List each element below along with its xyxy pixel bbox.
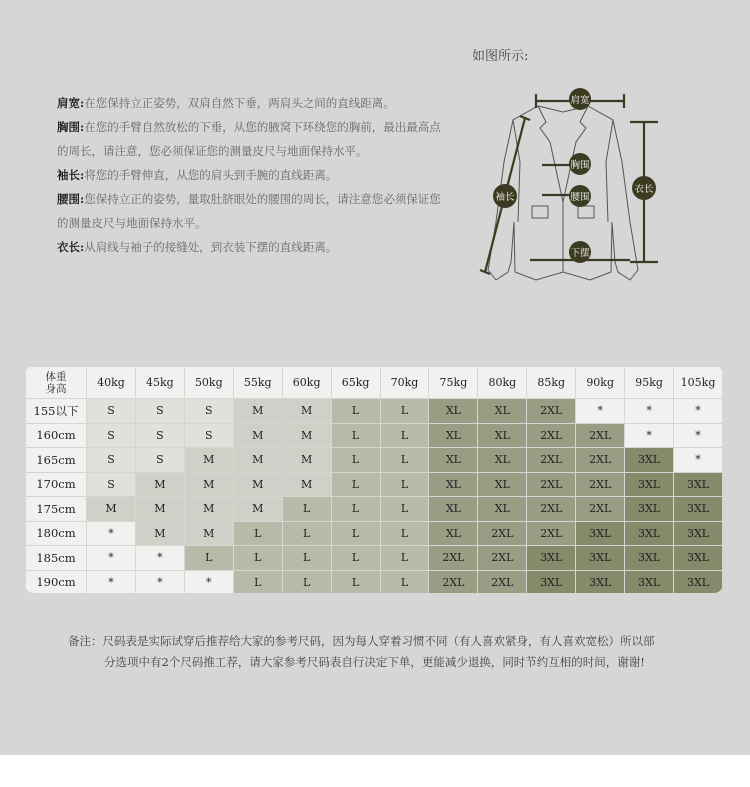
size-cell: L xyxy=(331,472,380,497)
size-cell: XL xyxy=(429,399,478,424)
size-cell: L xyxy=(380,472,429,497)
size-note xyxy=(68,631,698,673)
size-cell: M xyxy=(135,521,184,546)
size-cell: L xyxy=(233,521,282,546)
size-cell: XL xyxy=(478,472,527,497)
size-cell: M xyxy=(135,472,184,497)
size-cell: 2XL xyxy=(527,423,576,448)
size-cell: 2XL xyxy=(478,570,527,593)
size-cell: 3XL xyxy=(527,546,576,571)
size-cell: M xyxy=(233,399,282,424)
size-cell: M xyxy=(282,448,331,473)
size-cell: M xyxy=(87,497,136,522)
table-row xyxy=(26,423,723,448)
hem-label: 下摆 xyxy=(570,248,590,259)
size-cell: L xyxy=(233,546,282,571)
size-note-line-1: 备注：尺码表是实际试穿后推荐给大家的参考尺码，因为每人穿着习惯不同（有人喜欢紧身，有人喜欢宽松）所以部 xyxy=(68,634,655,648)
height-label: 170cm xyxy=(26,472,87,497)
size-cell: L xyxy=(331,448,380,473)
size-cell: S xyxy=(87,448,136,473)
size-cell: 3XL xyxy=(625,546,674,571)
size-cell: L xyxy=(331,423,380,448)
table-row xyxy=(26,472,723,497)
size-cell: L xyxy=(331,546,380,571)
sleeve-label: 袖长 xyxy=(495,192,515,203)
table-row xyxy=(26,570,723,593)
height-label: 180cm xyxy=(26,521,87,546)
size-cell: XL xyxy=(429,472,478,497)
table-row xyxy=(26,399,723,424)
jacket-sleeve-right xyxy=(606,120,613,222)
chest-label: 胸围 xyxy=(570,160,590,171)
size-cell: 3XL xyxy=(625,521,674,546)
jacket-measurement-diagram xyxy=(470,82,670,292)
size-cell: L xyxy=(282,497,331,522)
size-cell: L xyxy=(380,448,429,473)
size-cell: 2XL xyxy=(576,472,625,497)
table-row xyxy=(26,546,723,571)
size-cell: L xyxy=(233,570,282,593)
height-label: 190cm xyxy=(26,570,87,593)
size-cell: * xyxy=(87,546,136,571)
size-cell: * xyxy=(625,399,674,424)
size-cell: 3XL xyxy=(674,570,723,593)
size-cell: M xyxy=(184,497,233,522)
size-cell: M xyxy=(233,448,282,473)
size-cell: S xyxy=(135,423,184,448)
size-cell: L xyxy=(331,497,380,522)
size-cell: S xyxy=(135,448,184,473)
size-cell: S xyxy=(87,399,136,424)
size-table-body xyxy=(26,399,723,594)
size-cell: L xyxy=(282,521,331,546)
size-cell: XL xyxy=(478,448,527,473)
weight-header: 95kg xyxy=(625,367,674,399)
size-cell: S xyxy=(184,399,233,424)
size-cell: L xyxy=(380,497,429,522)
corner-header: 体重 身高 xyxy=(26,367,87,399)
size-cell: XL xyxy=(478,497,527,522)
jacket-sleeve-left xyxy=(513,120,520,222)
size-cell: XL xyxy=(429,423,478,448)
size-cell: M xyxy=(184,521,233,546)
size-cell: S xyxy=(135,399,184,424)
size-cell: L xyxy=(380,423,429,448)
weight-header: 85kg xyxy=(527,367,576,399)
size-cell: L xyxy=(282,570,331,593)
size-cell: * xyxy=(576,399,625,424)
size-cell: 3XL xyxy=(625,497,674,522)
weight-header-row xyxy=(26,367,723,399)
weight-header: 45kg xyxy=(135,367,184,399)
size-cell: L xyxy=(331,521,380,546)
size-cell: * xyxy=(674,423,723,448)
height-label: 160cm xyxy=(26,423,87,448)
size-cell: 3XL xyxy=(576,570,625,593)
waist-label: 腰围 xyxy=(570,192,590,203)
size-cell: 2XL xyxy=(527,472,576,497)
measurement-definitions xyxy=(57,91,447,259)
size-cell: * xyxy=(87,570,136,593)
size-cell: 3XL xyxy=(527,570,576,593)
size-cell: 2XL xyxy=(429,546,478,571)
size-cell: 3XL xyxy=(576,546,625,571)
size-cell: XL xyxy=(429,497,478,522)
size-cell: 3XL xyxy=(625,472,674,497)
shoulder-label: 肩宽 xyxy=(570,95,590,106)
size-cell: M xyxy=(184,472,233,497)
size-cell: 2XL xyxy=(576,448,625,473)
size-cell: 3XL xyxy=(576,521,625,546)
jacket-lapel-left xyxy=(538,106,563,202)
size-cell: M xyxy=(233,472,282,497)
size-cell: 3XL xyxy=(674,546,723,571)
size-cell: S xyxy=(184,423,233,448)
weight-header: 50kg xyxy=(184,367,233,399)
size-chart xyxy=(25,366,723,593)
size-cell: L xyxy=(331,570,380,593)
weight-header: 40kg xyxy=(87,367,136,399)
size-cell: * xyxy=(625,423,674,448)
size-cell: XL xyxy=(429,521,478,546)
height-label: 175cm xyxy=(26,497,87,522)
size-cell: * xyxy=(674,399,723,424)
weight-header: 105kg xyxy=(674,367,723,399)
size-cell: L xyxy=(331,399,380,424)
size-cell: 3XL xyxy=(625,570,674,593)
definition-shoulder: 肩宽:在您保持立正姿势，双肩自然下垂，两肩头之间的直线距离。 xyxy=(57,96,395,110)
height-label: 165cm xyxy=(26,448,87,473)
weight-header: 55kg xyxy=(233,367,282,399)
size-cell: M xyxy=(282,472,331,497)
size-cell: M xyxy=(282,423,331,448)
weight-header: 90kg xyxy=(576,367,625,399)
size-cell: 2XL xyxy=(527,521,576,546)
size-cell: L xyxy=(282,546,331,571)
jacket-pocket-right xyxy=(578,206,594,218)
size-cell: * xyxy=(135,546,184,571)
size-cell: 3XL xyxy=(674,497,723,522)
size-cell: L xyxy=(380,399,429,424)
weight-header: 80kg xyxy=(478,367,527,399)
size-cell: S xyxy=(87,472,136,497)
size-cell: 2XL xyxy=(527,399,576,424)
size-cell: 3XL xyxy=(625,448,674,473)
weight-header: 65kg xyxy=(331,367,380,399)
size-cell: XL xyxy=(478,399,527,424)
definition-waist: 腰围:您保持立正的姿势，量取肚脐眼处的腰围的周长，请注意您必须保证您的测量皮尺与地面保持水平。 xyxy=(57,192,441,230)
weight-header: 75kg xyxy=(429,367,478,399)
size-cell: L xyxy=(380,521,429,546)
weight-header: 70kg xyxy=(380,367,429,399)
size-cell: M xyxy=(184,448,233,473)
weight-header: 60kg xyxy=(282,367,331,399)
size-cell: L xyxy=(380,570,429,593)
definition-length: 衣长:从肩线与袖子的接缝处，到衣装下摆的直线距离。 xyxy=(57,240,338,254)
size-cell: M xyxy=(233,423,282,448)
size-cell: M xyxy=(135,497,184,522)
size-cell: XL xyxy=(429,448,478,473)
size-cell: * xyxy=(674,448,723,473)
size-cell: 2XL xyxy=(527,497,576,522)
height-label: 185cm xyxy=(26,546,87,571)
size-cell: * xyxy=(184,570,233,593)
size-cell: XL xyxy=(478,423,527,448)
table-row xyxy=(26,448,723,473)
table-row xyxy=(26,497,723,522)
figure-caption: 如图所示: xyxy=(472,49,529,64)
table-row xyxy=(26,521,723,546)
size-cell: 2XL xyxy=(527,448,576,473)
size-table xyxy=(25,366,723,593)
size-cell: S xyxy=(87,423,136,448)
height-label: 155以下 xyxy=(26,399,87,424)
size-cell: 2XL xyxy=(429,570,478,593)
size-cell: * xyxy=(87,521,136,546)
size-cell: 2XL xyxy=(478,521,527,546)
definition-chest: 胸围:在您的手臂自然放松的下垂，从您的腋窝下环绕您的胸前，最出最高点的周长，请注意，您必须保证您的测量皮尺与地面保持水平。 xyxy=(57,120,441,158)
length-label: 衣长 xyxy=(634,184,654,195)
size-cell: 2XL xyxy=(576,497,625,522)
definition-sleeve: 袖长:将您的手臂伸直，从您的肩头到手腕的直线距离。 xyxy=(57,168,338,182)
size-cell: M xyxy=(282,399,331,424)
size-cell: 3XL xyxy=(674,472,723,497)
size-cell: M xyxy=(233,497,282,522)
size-cell: * xyxy=(135,570,184,593)
size-cell: 2XL xyxy=(576,423,625,448)
size-cell: 2XL xyxy=(478,546,527,571)
size-note-line-2: 分选项中有2个尺码推工荐，请大家参考尺码表自行决定下单，更能减少退换，同时节约互相的时间，谢谢! xyxy=(104,655,645,669)
jacket-pocket-left xyxy=(532,206,548,218)
size-cell: L xyxy=(184,546,233,571)
size-cell: L xyxy=(380,546,429,571)
size-cell: 3XL xyxy=(674,521,723,546)
